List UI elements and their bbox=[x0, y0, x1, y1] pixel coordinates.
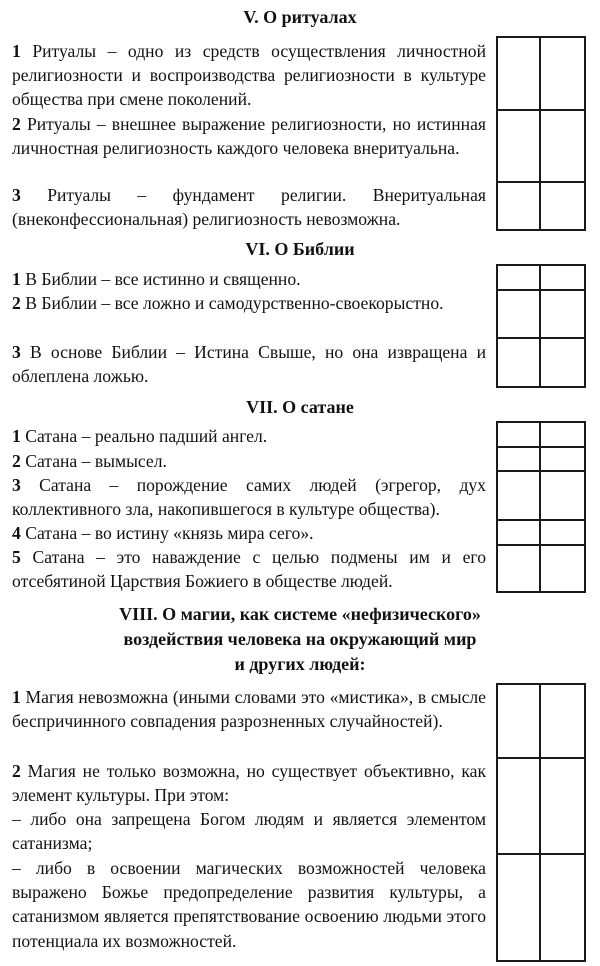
section-v-item-3 bbox=[12, 183, 486, 231]
item-text: В основе Библии – Истина Свыше, но она извращена и облеплена ложью. bbox=[12, 342, 486, 387]
item-number: 3 bbox=[12, 475, 21, 495]
item-number: 5 bbox=[12, 547, 21, 567]
section-vi-item-2 bbox=[12, 291, 486, 315]
item-number: 2 bbox=[12, 451, 21, 471]
item-text: Магия не только возможна, но существует объективно, как элемент культуры. При этом: bbox=[12, 761, 486, 806]
grid-column-divider bbox=[539, 266, 541, 386]
answer-grid-section-vii[interactable] bbox=[496, 421, 586, 593]
item-number: 1 bbox=[12, 426, 21, 446]
section-v-item-2 bbox=[12, 112, 486, 160]
section-vii-title: VII. О сатане bbox=[246, 397, 354, 417]
section-viii-dash-1: – либо она запрещена Богом людям и является элементом сатанизма; bbox=[12, 809, 486, 854]
section-viii-title-line-1: VIII. О магии, как системе «нефизического» bbox=[119, 604, 481, 624]
item-number: 2 bbox=[12, 114, 21, 134]
grid-row-divider bbox=[498, 181, 584, 183]
item-number: 1 bbox=[12, 269, 21, 289]
item-text: Магия невозможна (иными словами это «мистика», в смысле беспричинного совпадения разрозненных случайностей). bbox=[12, 687, 486, 732]
section-v-item-1 bbox=[12, 39, 486, 112]
grid-row-divider bbox=[498, 853, 584, 855]
section-vii-item-2 bbox=[12, 449, 486, 473]
section-viii-title-line-3: и других людей: bbox=[234, 654, 366, 674]
grid-row-divider bbox=[498, 544, 584, 546]
item-text: Ритуалы – одно из средств осуществления личностной религиозности и воспроизводства религиозности в культуре общества при смене поколений. bbox=[12, 41, 486, 110]
item-text: В Библии – все истинно и священно. bbox=[25, 269, 301, 289]
grid-column-divider bbox=[539, 685, 541, 960]
item-number: 2 bbox=[12, 293, 21, 313]
grid-row-divider bbox=[498, 289, 584, 291]
answer-grid-section-v[interactable] bbox=[496, 36, 586, 231]
grid-row-divider bbox=[498, 470, 584, 472]
section-vii-item-1 bbox=[12, 424, 486, 448]
item-text: Сатана – вымысел. bbox=[25, 451, 167, 471]
section-vii-item-4 bbox=[12, 521, 486, 545]
section-vi-title: VI. О Библии bbox=[245, 239, 355, 259]
item-number: 1 bbox=[12, 41, 21, 61]
item-text: Сатана – во истину «князь мира сего». bbox=[25, 523, 314, 543]
section-vii-item-5 bbox=[12, 545, 486, 593]
item-number: 3 bbox=[12, 185, 21, 205]
section-vii-item-3 bbox=[12, 473, 486, 521]
item-number: 1 bbox=[12, 687, 21, 707]
grid-row-divider bbox=[498, 519, 584, 521]
section-viii-item-1 bbox=[12, 685, 486, 733]
item-text: Сатана – порождение самих людей (эгрегор, дух коллективного зла, накопившегося в культуре общества). bbox=[12, 475, 486, 520]
answer-grid-section-vi[interactable] bbox=[496, 264, 586, 388]
section-vi-item-1 bbox=[12, 267, 486, 291]
section-viii-title-line-2: воздействия человека на окружающий мир bbox=[123, 629, 477, 649]
item-text: Ритуалы – фундамент религии. Внеритуальная (внеконфессиональная) религиозность невозможна. bbox=[12, 185, 486, 230]
section-viii-item-2 bbox=[12, 759, 486, 807]
item-text: Сатана – реально падший ангел. bbox=[25, 426, 268, 446]
item-text: Ритуалы – внешнее выражение религиозности, но истинная личностная религиозность каждого человека внеритуальна. bbox=[12, 114, 486, 159]
grid-column-divider bbox=[539, 38, 541, 229]
grid-row-divider bbox=[498, 109, 584, 111]
item-number: 2 bbox=[12, 761, 21, 781]
section-viii-dash-2: – либо в освоении магических возможностей человека выражено Божье предопределение развития культуры, а сатанизмом является препятствование освоению людьми этого потенциала их возможностей. bbox=[12, 858, 486, 951]
item-number: 4 bbox=[12, 523, 21, 543]
section-vi-item-3 bbox=[12, 340, 486, 388]
grid-row-divider bbox=[498, 757, 584, 759]
grid-row-divider bbox=[498, 446, 584, 448]
item-text: Сатана – это наваждение с целью подмены им и его отсебятиной Царствия Божиего в обществе людей. bbox=[12, 547, 487, 592]
grid-column-divider bbox=[539, 423, 541, 591]
answer-grid-section-viii[interactable] bbox=[496, 683, 586, 962]
grid-row-divider bbox=[498, 337, 584, 339]
section-v-title: V. О ритуалах bbox=[243, 7, 357, 27]
item-text: В Библии – все ложно и самодурственно-своекорыстно. bbox=[25, 293, 444, 313]
item-number: 3 bbox=[12, 342, 21, 362]
